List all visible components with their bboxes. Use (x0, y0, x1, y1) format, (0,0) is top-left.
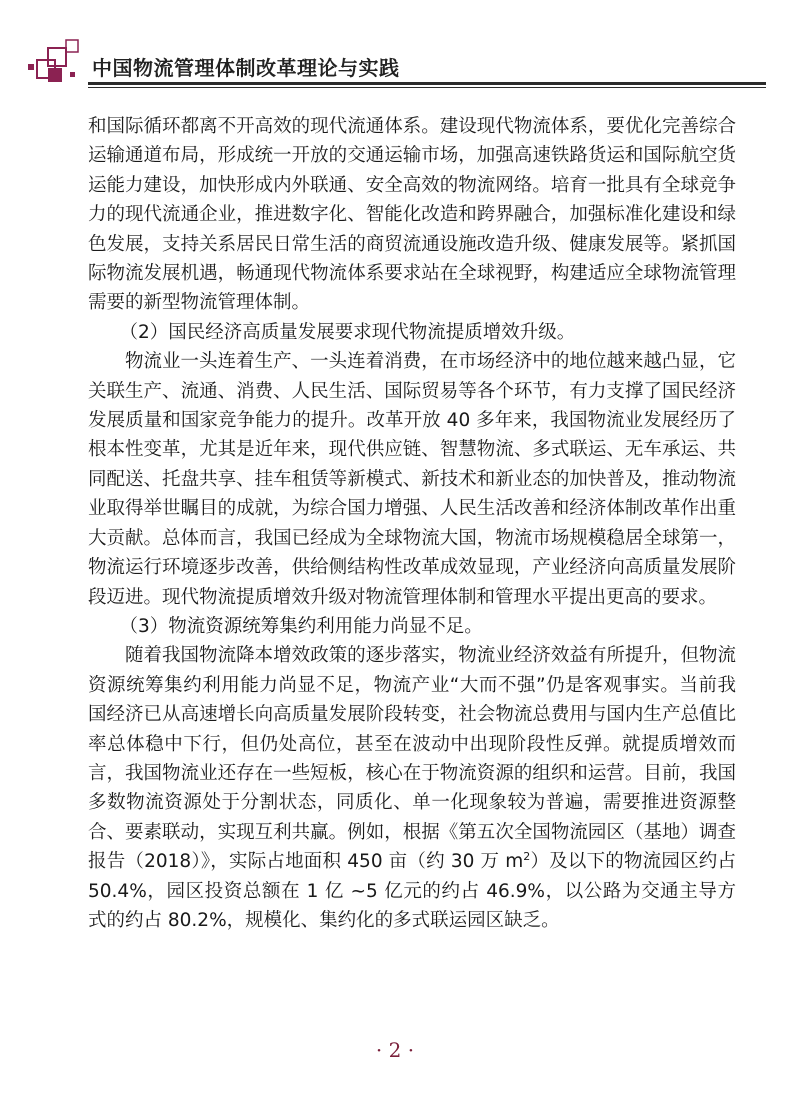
paragraph-text-part-2: ）及以下的物流园区约占 50.4%，园区投资总额在 1 亿 ~5 亿元的约占 46.9%，以公路为交通主导方式的约占 80.2%，规模化、集约化的多式联运园区缺乏。 (88, 851, 736, 931)
running-header-title: 中国物流管理体制改革理论与实践 (92, 56, 400, 80)
page-header (0, 0, 790, 100)
page-body (88, 112, 736, 935)
square-meter-superscript: 2 (523, 850, 531, 863)
paragraph-continuation: 和国际循环都离不开高效的现代流通体系。建设现代物流体系，要优化完善综合运输通道布局，形成统一开放的交通运输市场，加强高速铁路货运和国际航空货运能力建设，加快形成内外联通、安全高效的物流网络。培育一批具有全球竞争力的现代流通企业，推进数字化、智能化改造和跨界融合，加强标准化建设和绿色发展，支持关系居民日常生活的商贸流通设施改造升级、健康发展等。紧抓国际物流发展机遇，畅通现代物流体系要求站在全球视野，构建适应全球物流管理需要的新型物流管理体制。 (88, 116, 736, 314)
subheading-2: （2）国民经济高质量发展要求现代物流提质增效升级。 (119, 321, 576, 343)
paragraph-resource-integration (88, 641, 736, 935)
header-rule-thin (88, 87, 766, 88)
page-number: · 2 · (375, 1038, 415, 1062)
paragraph-text-part-1: 随着我国物流降本增效政策的逐步落实，物流业经济效益有所提升，但物流资源统筹集约利用能力尚显不足，物流产业“大而不强”仍是客观事实。当前我国经济已从高速增长向高质量发展阶段转变，社会物流总费用与国内生产总值比率总体稳中下行，但仍处高位，甚至在波动中出现阶段性反弹。就提质增效而言，我国物流业还存在一些短板，核心在于物流资源的组织和运营。目前，我国多数物流资源处于分割状态，同质化、单一化现象较为普遍，需要推进资源整合、要素联动，实现互利共赢。例如，根据《第五次全国物流园区（基地）调查报告（2018）》，实际占地面积 450 亩（约 30 万 m (88, 645, 736, 873)
header-rule-thick (88, 82, 766, 85)
paragraph-logistics-upgrade: 物流业一头连着生产、一头连着消费，在市场经济中的地位越来越凸显，它关联生产、流通、消费、人民生活、国际贸易等各个环节，有力支撑了国民经济发展质量和国家竞争能力的提升。改革开放 40 多年来，我国物流业发展经历了根本性变革，尤其是近年来，现代供应链、智慧物流、多式联运、无车承运、共同配送、托盘共享、挂车租赁等新模式、新技术和新业态的加快普及，推动物流业取得举世瞩目的成就，为综合国力增强、人民生活改善和经济体制改革作出重大贡献。总体而言，我国已经成为全球物流大国，物流市场规模稳居全球第一，物流运行环境逐步改善，供给侧结构性改革成效显现，产业经济向高质量发展阶段迈进。现代物流提质增效升级对物流管理体制和管理水平提出更高的要求。 (88, 351, 736, 608)
overlapping-squares-logo-icon (24, 38, 90, 88)
subheading-3: （3）物流资源统筹集约利用能力尚显不足。 (119, 615, 483, 637)
